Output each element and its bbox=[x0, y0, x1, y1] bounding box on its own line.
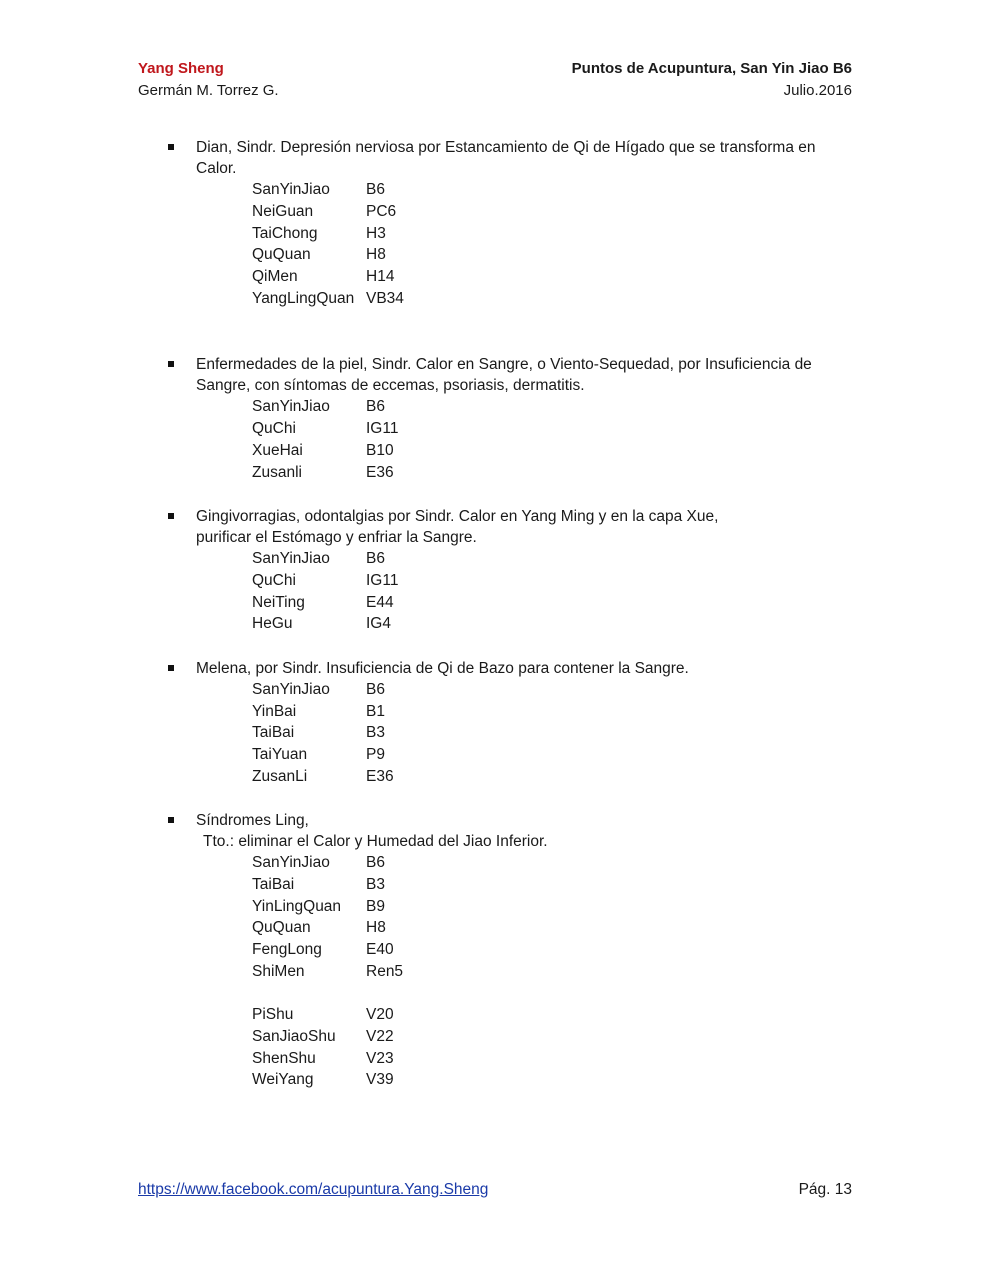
point-name: YinBai bbox=[252, 703, 297, 720]
point-code: B6 bbox=[366, 398, 385, 415]
header-document-title: Puntos de Acupuntura, San Yin Jiao B6 bbox=[571, 60, 852, 77]
header-date: Julio.2016 bbox=[783, 82, 852, 99]
section-text: Melena, por Sindr. Insuficiencia de Qi de Bazo para contener la Sangre. bbox=[196, 660, 689, 677]
point-code: VB34 bbox=[366, 290, 404, 307]
point-name: NeiGuan bbox=[252, 203, 314, 220]
point-code: V20 bbox=[366, 1006, 394, 1023]
point-code: B6 bbox=[366, 854, 385, 871]
point-code: IG11 bbox=[366, 420, 399, 437]
bullet-icon bbox=[168, 144, 174, 150]
point-name: SanJiaoShu bbox=[252, 1028, 336, 1045]
point-code: Ren5 bbox=[366, 963, 404, 980]
section-text: purificar el Estómago y enfriar la Sangre. bbox=[196, 529, 477, 546]
point-name: XueHai bbox=[252, 442, 303, 459]
point-code: E36 bbox=[366, 464, 394, 481]
point-code: B6 bbox=[366, 681, 385, 698]
point-code: E40 bbox=[366, 941, 394, 958]
point-code: B10 bbox=[366, 442, 394, 459]
point-name: QuQuan bbox=[252, 919, 311, 936]
point-name: ShiMen bbox=[252, 963, 305, 980]
point-name: FengLong bbox=[252, 941, 322, 958]
section-text: Calor. bbox=[196, 160, 237, 177]
point-name: SanYinJiao bbox=[252, 398, 330, 415]
section-text: Síndromes Ling, bbox=[196, 812, 309, 829]
point-name: QuChi bbox=[252, 420, 296, 437]
point-name: NeiTing bbox=[252, 594, 305, 611]
point-code: H14 bbox=[366, 268, 395, 285]
section-text: Gingivorragias, odontalgias por Sindr. Calor en Yang Ming y en la capa Xue, bbox=[196, 508, 719, 525]
bullet-icon bbox=[168, 361, 174, 367]
bullet-icon bbox=[168, 817, 174, 823]
section-text: Sangre, con síntomas de eccemas, psoriasis, dermatitis. bbox=[196, 377, 585, 394]
point-code: H3 bbox=[366, 225, 386, 242]
section-text: Dian, Sindr. Depresión nerviosa por Estancamiento de Qi de Hígado que se transforma en bbox=[196, 139, 816, 156]
point-name: WeiYang bbox=[252, 1071, 314, 1088]
point-name: TaiYuan bbox=[252, 746, 308, 763]
footer-facebook-link[interactable]: https://www.facebook.com/acupuntura.Yang.Sheng bbox=[138, 1181, 489, 1198]
point-name: Zusanli bbox=[252, 464, 302, 481]
point-code: V22 bbox=[366, 1028, 394, 1045]
point-code: E36 bbox=[366, 768, 394, 785]
point-code: B3 bbox=[366, 876, 385, 893]
bullet-icon bbox=[168, 665, 174, 671]
point-code: V39 bbox=[366, 1071, 394, 1088]
point-code: V23 bbox=[366, 1050, 394, 1067]
point-name: SanYinJiao bbox=[252, 550, 330, 567]
point-code: PC6 bbox=[366, 203, 397, 220]
point-name: HeGu bbox=[252, 615, 293, 632]
point-code: H8 bbox=[366, 919, 386, 936]
point-name: YangLingQuan bbox=[252, 290, 355, 307]
section-text: Tto.: eliminar el Calor y Humedad del Jiao Inferior. bbox=[203, 833, 548, 850]
point-name: ZusanLi bbox=[252, 768, 308, 785]
point-code: B1 bbox=[366, 703, 385, 720]
point-code: IG11 bbox=[366, 572, 399, 589]
header-author: Germán M. Torrez G. bbox=[138, 82, 279, 99]
point-name: YinLingQuan bbox=[252, 898, 342, 915]
point-code: IG4 bbox=[366, 615, 391, 632]
point-name: PiShu bbox=[252, 1006, 294, 1023]
bullet-icon bbox=[168, 513, 174, 519]
point-code: E44 bbox=[366, 594, 394, 611]
point-name: QuQuan bbox=[252, 246, 311, 263]
point-code: B6 bbox=[366, 181, 385, 198]
section-text: Enfermedades de la piel, Sindr. Calor en Sangre, o Viento-Sequedad, por Insuficiencia de bbox=[196, 356, 812, 373]
point-code: B6 bbox=[366, 550, 385, 567]
header-title: Yang Sheng bbox=[138, 60, 224, 77]
point-name: TaiBai bbox=[252, 724, 295, 741]
point-name: QiMen bbox=[252, 268, 298, 285]
point-name: TaiBai bbox=[252, 876, 295, 893]
point-name: SanYinJiao bbox=[252, 681, 330, 698]
point-code: B3 bbox=[366, 724, 385, 741]
point-name: TaiChong bbox=[252, 225, 318, 242]
point-code: H8 bbox=[366, 246, 386, 263]
point-code: B9 bbox=[366, 898, 385, 915]
point-name: ShenShu bbox=[252, 1050, 316, 1067]
point-name: SanYinJiao bbox=[252, 181, 330, 198]
page-number: Pág. 13 bbox=[798, 1181, 852, 1198]
point-name: SanYinJiao bbox=[252, 854, 330, 871]
point-name: QuChi bbox=[252, 572, 296, 589]
point-code: P9 bbox=[366, 746, 385, 763]
